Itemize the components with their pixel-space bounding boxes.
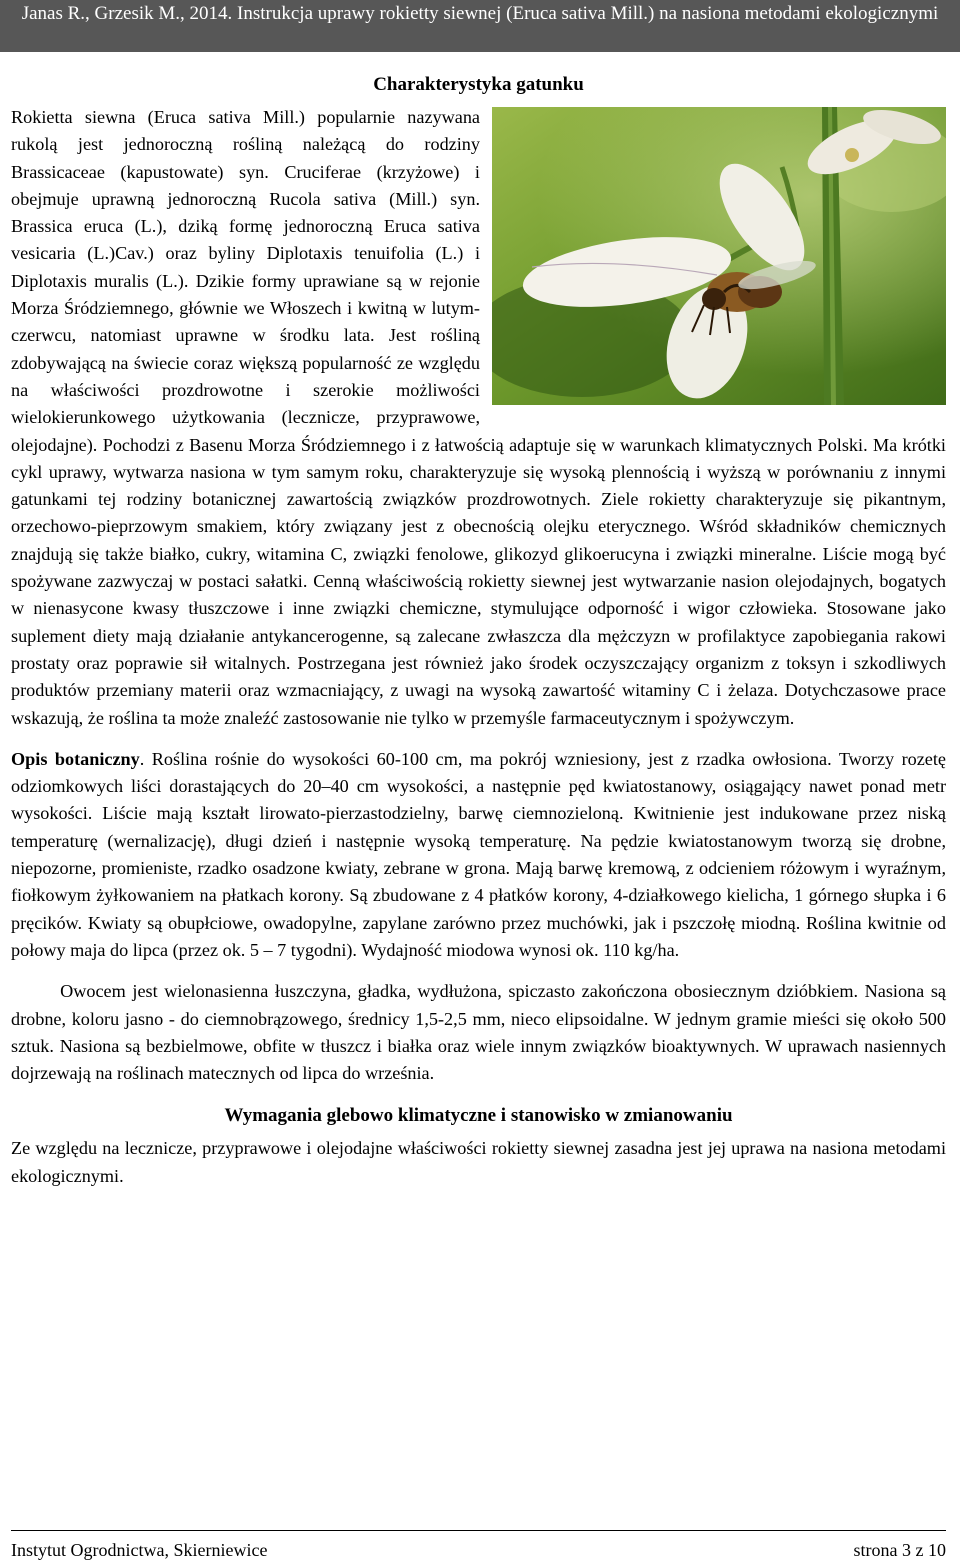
paragraph-characteristics (11, 104, 946, 732)
page-header (0, 0, 960, 52)
footer-institute: Instytut Ogrodnictwa, Skierniewice (11, 1540, 268, 1560)
botany-text: . Roślina rośnie do wysokości 60-100 cm, ma pokrój wzniesiony, jest z rzadka owłosiona. Tworzy rozetę odziomkowych liści dorastających do 20–40 cm wysokości, a następnie pęd kwiatostanowy, osiągający nawet ponad metr wysokości. Liście mają kształt lirowato-pierzastodzielny, barwę ciemnozieloną. Kwitnienie jest indukowane przez niską temperaturę (wernalizację), długi dzień i następnie wysoką temperaturę. Na pędzie kwiatostanowym tworzą się drobne, niepozorne, promieniste, rzadko osadzone kwiaty, zebrane w grona. Mają barwę kremową, z odcieniem różowym i wyraźnym, fiołkowym żyłkowaniem na płatkach korony. Są zbudowane z 4 płatków korony, 4-działkowego kielicha, 1 górnego słupka i 6 pręcików. Kwiaty są obupłciowe, owadopylne, zapylane zarówno przez muchówki, jak i pszczołę miodną. Roślina kwitnie od połowy maja do lipca (przez ok. 5 – 7 tygodni). Wydajność miodowa wynosi ok. 110 kg/ha. (11, 748, 946, 960)
characteristics-text: Rokietta siewna (Eruca sativa Mill.) popularnie nazywana rukolą jest jednoroczną rośliną należącą do rodziny Brassicaceae (kapustowate) syn. Cruciferae (krzyżowe) i obejmuje uprawną jednoroczną Rucola sativa (Mill.) syn. Brassica eruca (L.), dziką formę jednoroczną Eruca sativa vesicaria (L.)Cav.) oraz byliny Diplotaxis tenuifolia (L.) i Diplotaxis muralis (L.). Dzikie formy uprawiane są w rejonie Morza Śródziemnego, głównie we Włoszech i kwitną w lutym-czerwcu, natomiast uprawne w środku lata. Jest rośliną zdobywającą na świecie coraz większą popularność ze względu na właściwości prozdrowotne i szerokie możliwości wielokierunkowego użytkowania (lecznicze, przyprawowe, olejodajne). Pochodzi z Basenu Morza Śródziemnego i z łatwością adaptuje się w warunkach klimatycznych Polski. Ma krótki cykl uprawy, wytwarza nasiona w tym samym roku, charakteryzuje się wysoką plennością i wyższą w porównaniu z innymi gatunkami tej rodziny botanicznej zawartością związków prozdrowotnych. Ziele rokietty charakteryzuje się pikantnym, orzechowo-pieprzowym smakiem, który związany jest z obecnością olejku eterycznego. Wśród składników chemicznych znajdują się także białko, cukry, witamina C, związki fenolowe, glikozyd glikoerucyna i związki mineralne. Liście mogą być spożywane zazwyczaj w postaci sałatki. Cenną właściwością rokietty siewnej jest wytwarzanie nasion olejodajnych, bogatych w nienasycone kwasy tłuszczowe i inne związki chemiczne, stymulujące odporność i wigor człowieka. Stosowane jako suplement diety mają działanie antykancerogenne, są zalecane zwłaszcza dla mężczyzn w profilaktyce zapobiegania rakowi prostaty oraz poprawie sił witalnych. Postrzegana jest również jako środek oczyszczający organizm z toksyn i szkodliwych produktów przemiany materii oraz wzmacniający, z uwagi na wysoką zawartość witaminy C i żelaza. Dotychczasowe prace wskazują, że roślina ta może znaleźć zastosowanie nie tylko w przemyśle farmaceutycznym i spożywczym. (11, 107, 946, 728)
bee-on-flower-photo (492, 107, 946, 405)
page-body (11, 70, 946, 1190)
page-footer (11, 1530, 946, 1560)
paragraph-botany (11, 746, 946, 964)
header-citation: Janas R., Grzesik M., 2014. Instrukcja uprawy rokietty siewnej (Eruca sativa Mill.) na nasiona metodami ekologicznymi (21, 3, 939, 24)
paragraph-requirements: Ze względu na lecznicze, przyprawowe i olejodajne właściwości rokietty siewnej zasadna jest jej uprawa na nasiona metodami ekologicznymi. (11, 1138, 946, 1186)
section-title-characteristics: Charakterystyka gatunku (373, 74, 584, 95)
footer-page-number: strona 3 z 10 (853, 1540, 946, 1560)
paragraph-fruit: Owocem jest wielonasienna łuszczyna, gładka, wydłużona, spiczasto zakończona obosiecznym dzióbkiem. Nasiona są drobne, koloru jasno - do ciemnobrązowego, średnicy 1,5-2,5 mm, nieco elipsoidalne. W jednym gramie mieści się około 500 sztuk. Nasiona są bezbielmowe, obfite w tłuszcz i białka oraz wiele innym związków bioaktywnych. W uprawach nasiennych dojrzewają na roślinach matecznych od lipca do września. (11, 981, 946, 1084)
section-title-requirements: Wymagania glebowo klimatyczne i stanowisko w zmianowaniu (224, 1105, 733, 1127)
botany-heading: Opis botaniczny (11, 748, 140, 769)
